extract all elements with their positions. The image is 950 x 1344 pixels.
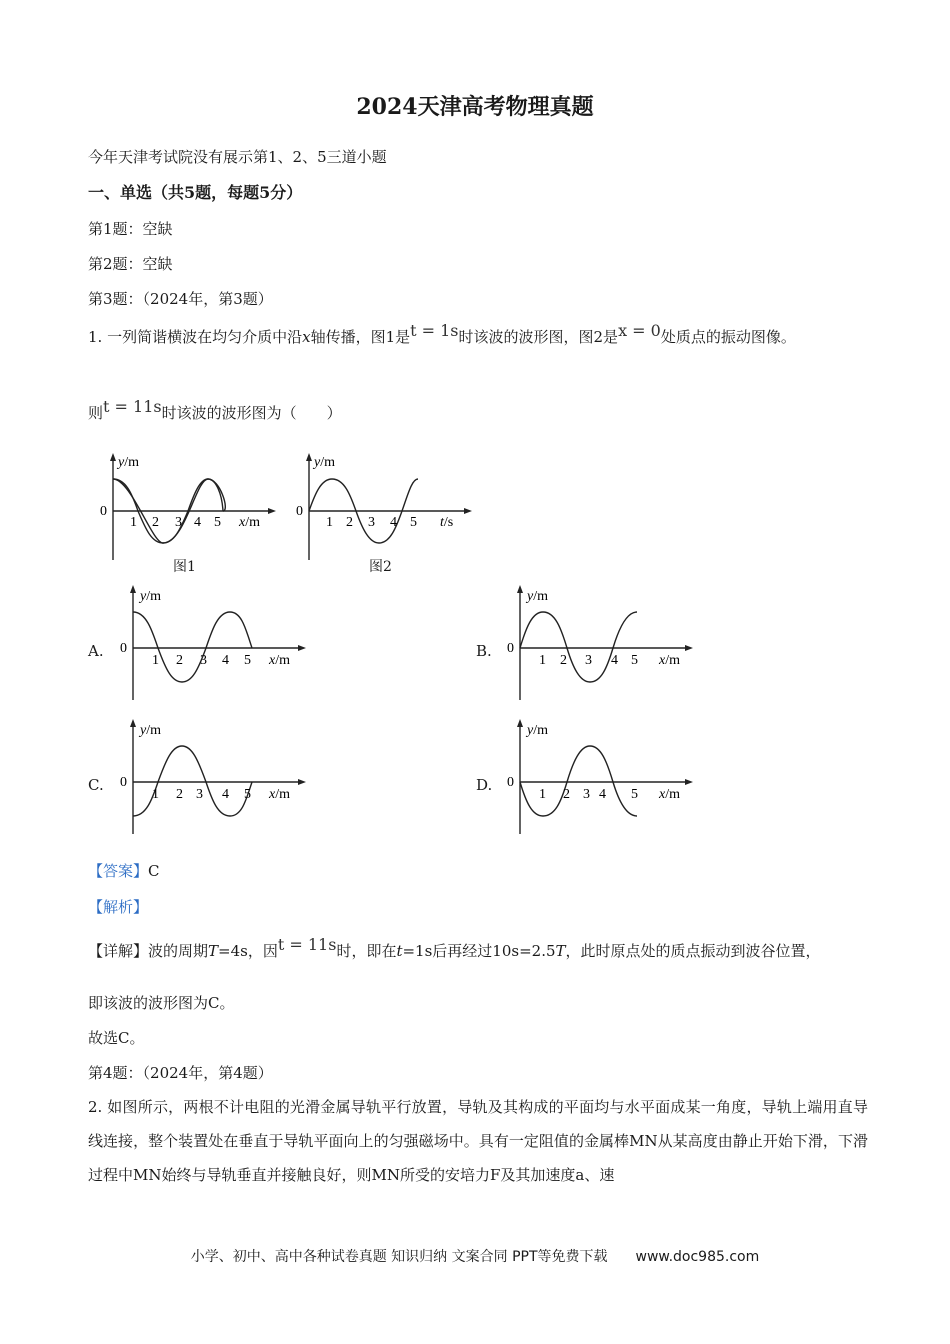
axis-variable: x	[302, 328, 311, 346]
option-d-graph[interactable]	[503, 716, 693, 836]
svg-text:x/m: x/m	[659, 653, 680, 668]
svg-text:1: 1	[539, 653, 546, 668]
svg-text:3: 3	[175, 515, 182, 530]
svg-text:2: 2	[152, 515, 159, 530]
time-variable: t	[396, 942, 403, 960]
option-d-label[interactable]: D.	[476, 776, 493, 794]
question-1-label: 第1题：空缺	[88, 220, 173, 238]
svg-text:4: 4	[390, 515, 397, 530]
math-t11: t = 11s	[103, 397, 162, 416]
question-4-text: 2. 如图所示，两根不计电阻的光滑金属导轨平行放置，导轨及其构成的平面均与水平面成某一角度，导轨上端用直导线连接，整个装置处在垂直于导轨平面向上的匀强磁场中。具有一定阻值的金属棒MN从某高度由静止开始下滑，下滑过程中MN始终与导轨垂直并接触良好，则MN所受的安培力F及其加速度a、速	[88, 1098, 868, 1184]
detail-text-5: ，此时原点处的质点振动到波谷位置，	[565, 942, 821, 960]
figure-2-caption: 图2	[369, 559, 392, 575]
figure-1-caption: 图1	[173, 559, 196, 575]
svg-text:4: 4	[222, 787, 229, 802]
detail-text-3: 时，即在	[336, 942, 397, 960]
answer-line	[88, 860, 160, 881]
answer-tag: 【答案】	[88, 862, 149, 880]
svg-text:2: 2	[176, 787, 183, 802]
svg-text:y/m: y/m	[140, 589, 161, 604]
detail-text-2: =4s，因	[218, 942, 278, 960]
option-c-label[interactable]: C.	[88, 776, 104, 794]
svg-text:1: 1	[152, 653, 159, 668]
svg-text:0: 0	[120, 775, 127, 790]
option-b-label[interactable]: B.	[476, 642, 492, 660]
question-3-stem	[88, 321, 796, 347]
stem-text-5: 时该波的波形图为（ ）	[161, 404, 342, 422]
period-variable-2: T	[555, 942, 566, 960]
svg-text:0: 0	[296, 504, 303, 519]
option-b-graph[interactable]	[503, 582, 693, 702]
svg-text:5: 5	[214, 515, 221, 530]
question-4-label: 第4题：（2024年，第4题）	[88, 1064, 273, 1082]
stem-text-4: 处质点的振动图像。	[660, 328, 796, 346]
stem-text-2: 轴传播，图1是	[310, 328, 411, 346]
svg-text:0: 0	[120, 641, 127, 656]
svg-text:4: 4	[599, 787, 606, 802]
detail-text-1: 波的周期	[148, 942, 209, 960]
detail-math: t = 11s	[277, 935, 337, 954]
svg-text:2: 2	[563, 787, 570, 802]
option-c-graph[interactable]	[116, 716, 306, 836]
detail-tag: 【详解】	[88, 942, 149, 960]
svg-text:5: 5	[244, 653, 251, 668]
svg-text:1: 1	[539, 787, 546, 802]
conclusion: 故选C。	[88, 1029, 145, 1047]
math-t1: t = 1s	[410, 321, 459, 340]
question-3-label: 第3题：（2024年，第3题）	[88, 290, 273, 308]
svg-text:y/m: y/m	[527, 723, 548, 738]
svg-text:5: 5	[631, 653, 638, 668]
detail-line-1	[88, 935, 821, 961]
detail-line-2: 即该波的波形图为C。	[88, 994, 235, 1012]
section-header: 一、单选（共5题，每题5分）	[88, 183, 303, 202]
question-2-label: 第2题：空缺	[88, 255, 173, 273]
stem-text-1: 1. 一列简谐横波在均匀介质中沿	[88, 328, 303, 346]
svg-text:2: 2	[560, 653, 567, 668]
svg-text:1: 1	[152, 787, 159, 802]
svg-text:5: 5	[244, 787, 251, 802]
svg-text:x/m: x/m	[239, 515, 260, 530]
svg-text:2: 2	[176, 653, 183, 668]
svg-text:y/m: y/m	[118, 455, 139, 470]
svg-text:x/m: x/m	[269, 653, 290, 668]
svg-text:0: 0	[507, 641, 514, 656]
period-variable: T	[208, 942, 219, 960]
intro-note: 今年天津考试院没有展示第1、2、5三道小题	[88, 148, 387, 166]
svg-text:t/s: t/s	[440, 515, 454, 530]
detail-text-4: =1s后再经过10s=2.5	[402, 942, 556, 960]
question-3-stem-2	[88, 397, 342, 423]
svg-text:4: 4	[611, 653, 618, 668]
svg-text:5: 5	[410, 515, 417, 530]
svg-text:2: 2	[346, 515, 353, 530]
stem-then: 则	[88, 404, 104, 422]
page-title: 2024天津高考物理真题	[356, 94, 594, 120]
svg-text:1: 1	[326, 515, 333, 530]
svg-text:1: 1	[130, 515, 137, 530]
answer-value: C	[148, 862, 160, 880]
svg-text:x/m: x/m	[659, 787, 680, 802]
svg-text:3: 3	[583, 787, 590, 802]
svg-text:5: 5	[631, 787, 638, 802]
svg-text:3: 3	[585, 653, 592, 668]
svg-text:0: 0	[507, 775, 514, 790]
option-a-label[interactable]: A.	[88, 642, 104, 660]
origin-label: 0	[100, 504, 107, 519]
svg-text:3: 3	[368, 515, 375, 530]
analysis-tag: 【解析】	[88, 898, 149, 916]
svg-text:y/m: y/m	[527, 589, 548, 604]
svg-text:x/m: x/m	[269, 787, 290, 802]
math-x0: x = 0	[618, 321, 661, 340]
stem-text-3: 时该波的波形图，图2是	[458, 328, 619, 346]
option-a-graph[interactable]	[116, 582, 306, 702]
svg-text:4: 4	[194, 515, 201, 530]
svg-text:y/m: y/m	[140, 723, 161, 738]
svg-text:3: 3	[196, 787, 203, 802]
footer-banner[interactable]: 小学、初中、高中各种试卷真题 知识归纳 文案合同 PPT等免费下载 www.doc985.com	[190, 1249, 760, 1265]
svg-text:4: 4	[222, 653, 229, 668]
svg-text:y/m: y/m	[314, 455, 335, 470]
svg-text:3: 3	[200, 653, 207, 668]
